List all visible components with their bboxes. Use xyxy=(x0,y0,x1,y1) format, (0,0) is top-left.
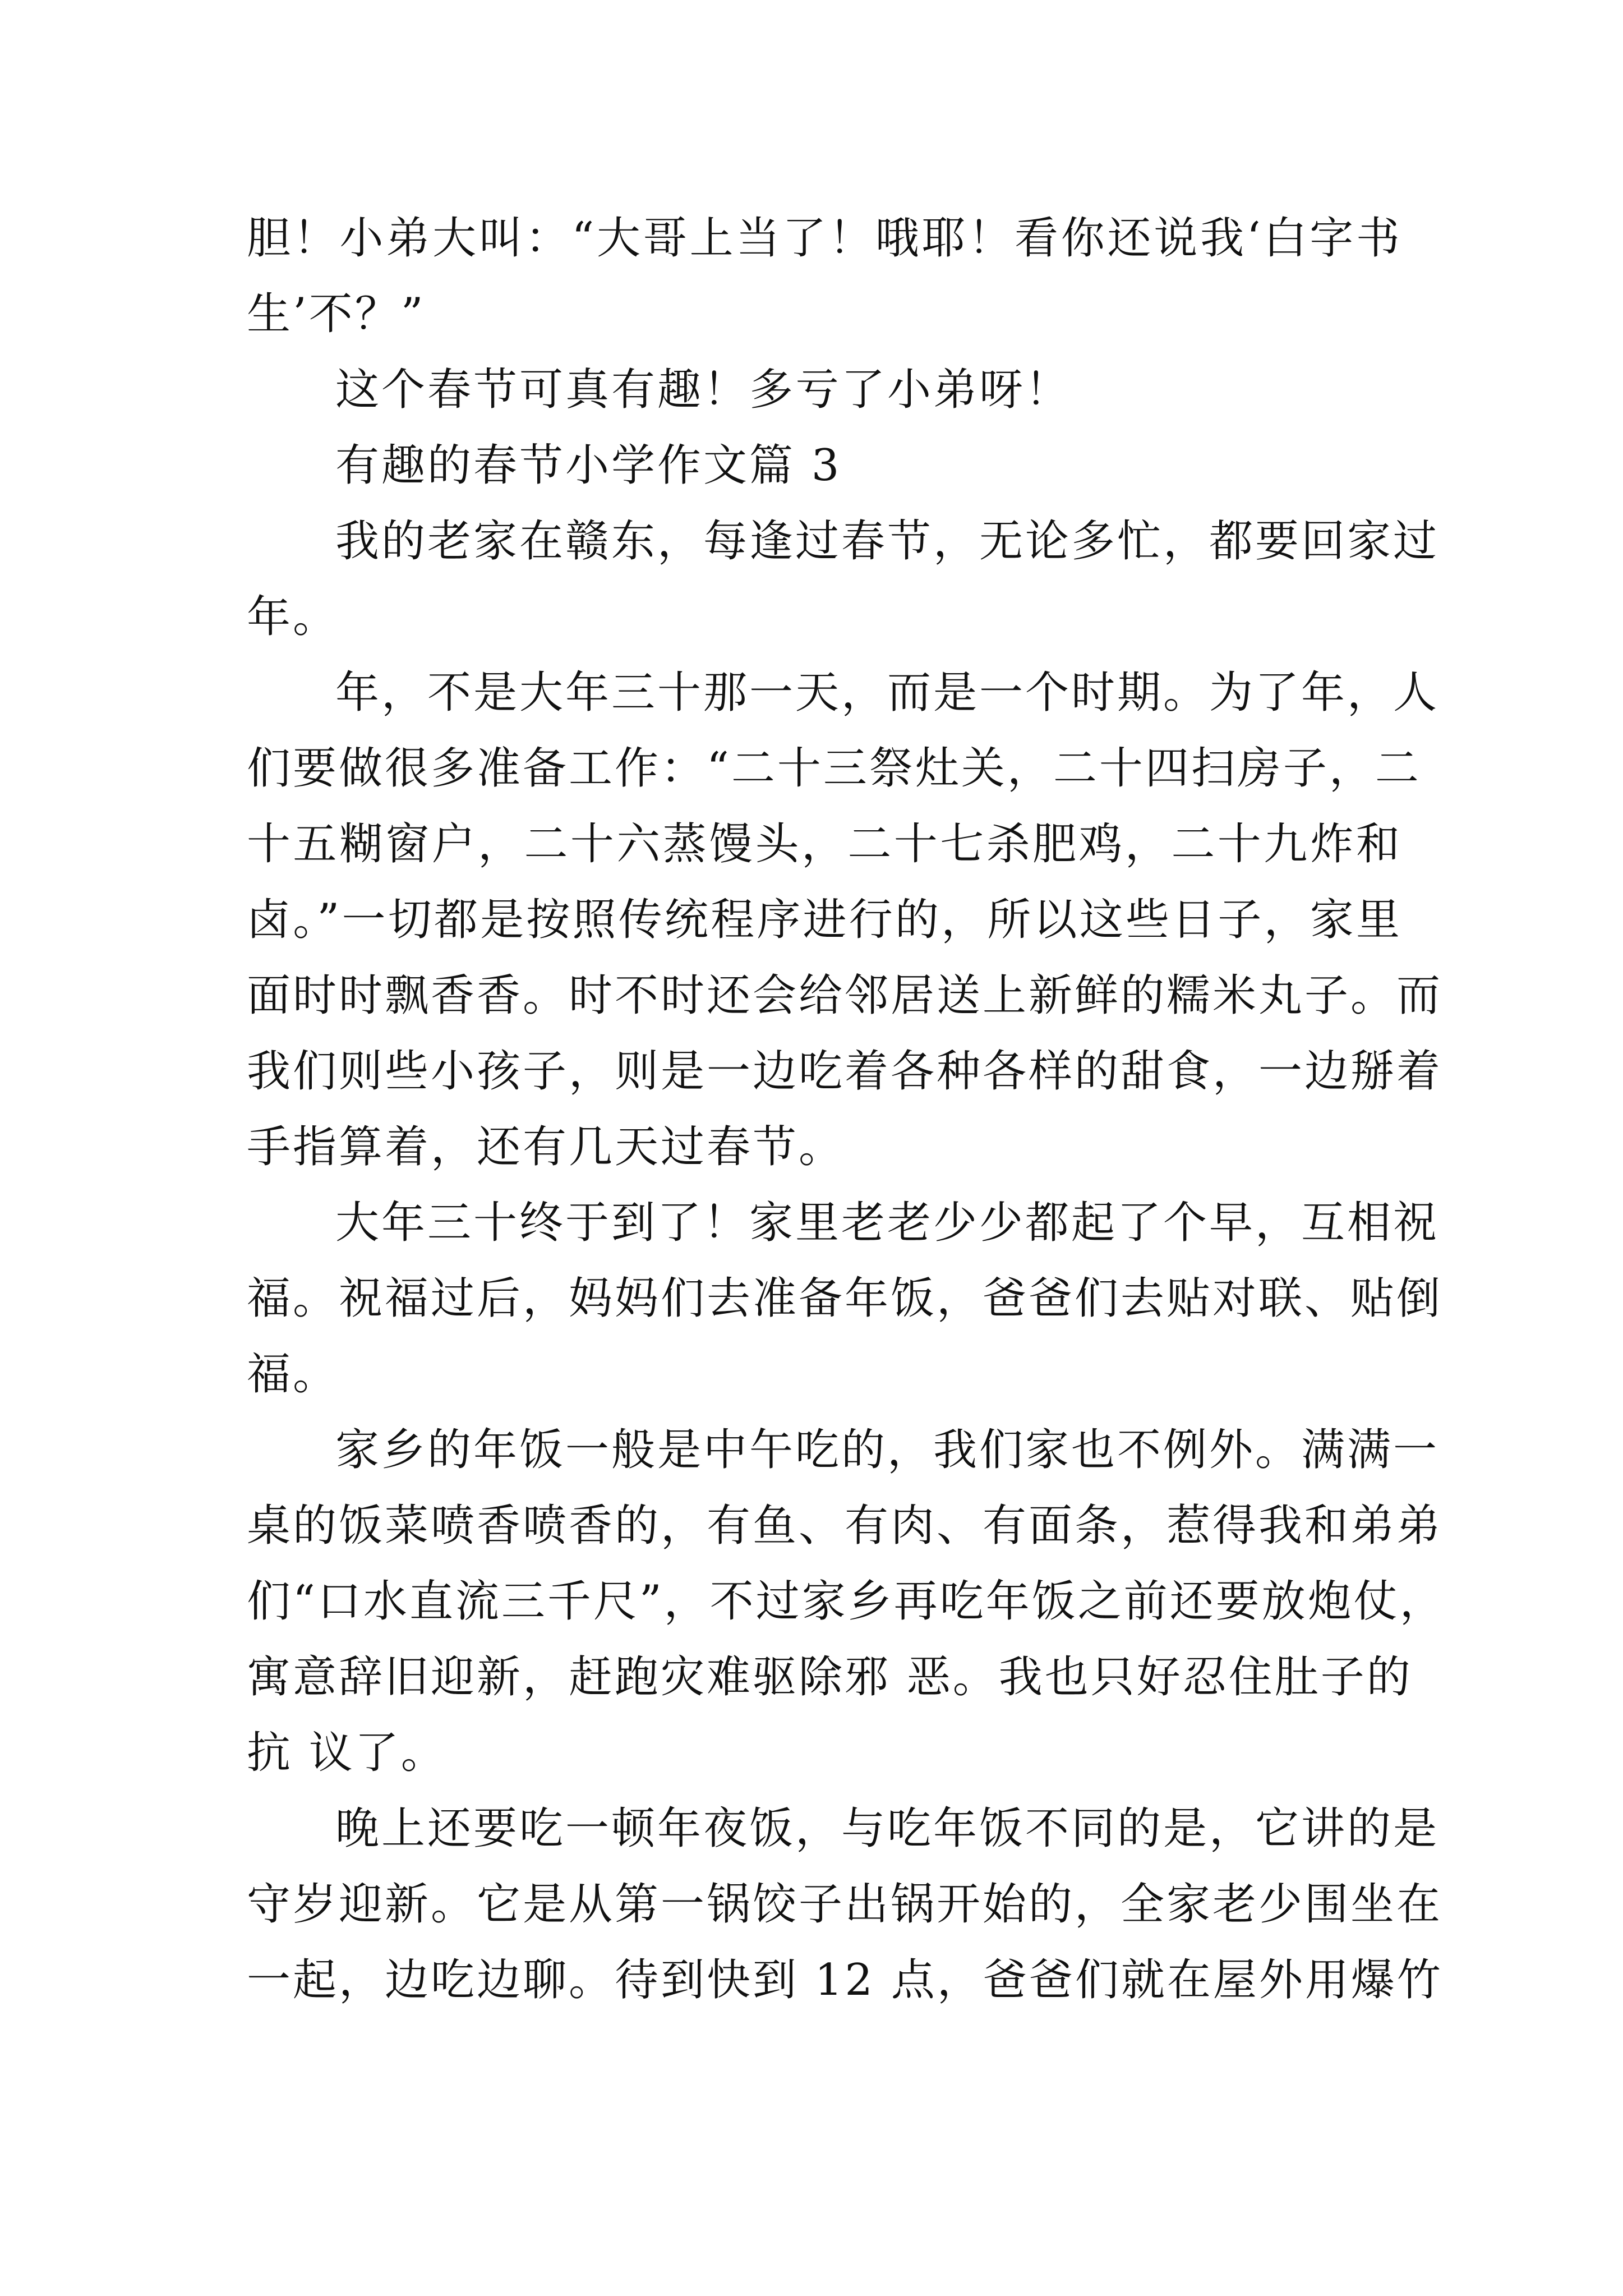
text-line-17: 家乡的年饭一般是中午吃的，我们家也不例外。满满一 xyxy=(335,1425,1440,1475)
text-line-15: 福。祝福过后，妈妈们去准备年饭，爸爸们去贴对联、贴倒 xyxy=(247,1273,1443,1324)
text-line-9: 十五糊窗户，二十六蒸馒头，二十七杀肥鸡，二十九炸和 xyxy=(247,819,1402,869)
text-line-5: 我的老家在赣东，每逢过春节，无论多忙，都要回家过 xyxy=(335,516,1440,567)
text-line-19: 们“口水直流三千尺”，不过家乡再吃年饭之前还要放炮仗， xyxy=(247,1576,1446,1627)
text-line-18: 桌的饭菜喷香喷香的，有鱼、有肉、有面条，惹得我和弟弟 xyxy=(247,1501,1443,1551)
text-line-7: 年，不是大年三十那一天，而是一个时期。为了年，人 xyxy=(335,668,1440,718)
text-line-21: 抗 议了。 xyxy=(247,1728,447,1778)
text-line-10: 卤。”一切都是按照传统程序进行的，所以这些日子，家里 xyxy=(247,895,1402,945)
text-line-24: 一起，边吃边聊。待到快到 12 点，爸爸们就在屋外用爆竹 xyxy=(247,1955,1443,2005)
text-line-14: 大年三十终于到了！家里老老少少都起了个早，互相祝 xyxy=(335,1198,1440,1248)
text-line-11: 面时时飘香香。时不时还会给邻居送上新鲜的糯米丸子。而 xyxy=(247,970,1443,1021)
text-line-22: 晚上还要吃一顿年夜饭，与吃年饭不同的是，它讲的是 xyxy=(335,1803,1440,1854)
text-line-16: 福。 xyxy=(247,1349,339,1400)
text-line-8: 们要做很多准备工作：“二十三祭灶关，二十四扫房子，二 xyxy=(247,743,1421,794)
text-line-20: 寓意辞旧迎新，赶跑灾难驱除邪 恶。我也只好忍住肚子的 xyxy=(247,1652,1413,1703)
text-line-13: 手指算着，还有几天过春节。 xyxy=(247,1122,845,1172)
text-line-3: 这个春节可真有趣！多亏了小弟呀！ xyxy=(335,365,1072,415)
text-line-23: 守岁迎新。它是从第一锅饺子出锅开始的，全家老少围坐在 xyxy=(247,1879,1443,1930)
text-line-2: 生’不？” xyxy=(247,289,426,339)
section-heading: 有趣的春节小学作文篇 3 xyxy=(335,440,842,491)
text-line-1: 胆！小弟大叫：“大哥上当了！哦耶！看你还说我‘白字书 xyxy=(247,213,1402,264)
text-line-6: 年。 xyxy=(247,592,339,642)
text-line-12: 我们则些小孩子，则是一边吃着各种各样的甜食，一边掰着 xyxy=(247,1046,1443,1097)
